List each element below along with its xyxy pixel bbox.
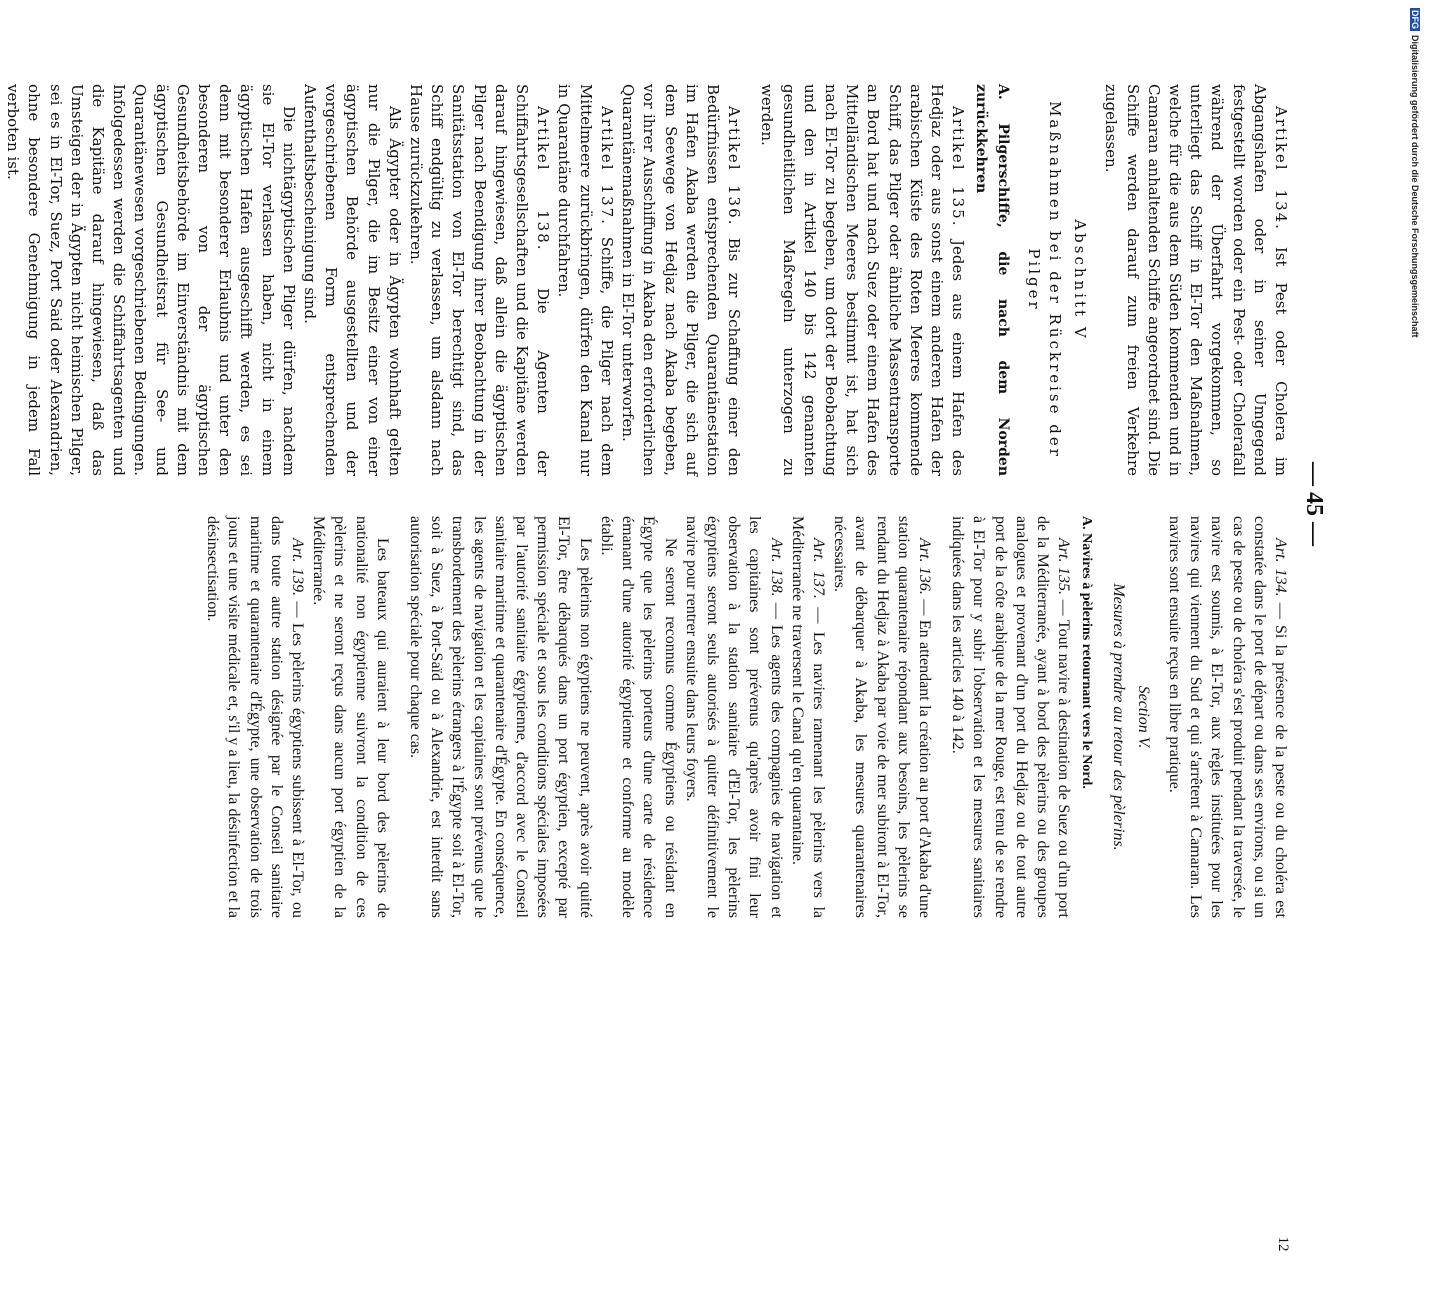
fr-article-138: Art. 138. — Les agents des compagnies de navigation et les capitaines sont prévenus qu'après avoir fini leur observation à la station sanitaire d'El-Tor, les pèlerins égyptiens seront seuls autorisés à quitter définitivement le navire pour rentrer ensuite dans leurs foyers. (682, 516, 785, 918)
de-section-heading: Abschnitt V (1071, 219, 1090, 341)
de-article-135: Artikel 135. Jedes aus einem Hafen des Hedjaz oder aus sonst einem anderen Hafen der arabischen Küste des Roten Meeres kommende Schiff, das Pilger oder ähnliche Massentransporte an Bord hat und nach Suez oder einem Hafen des Mittelländischen Meeres bestimmt ist, hat sich nach El-Tor zu begeben, um dort der Beobachtung und den in Artikel 140 bis 142 genannten gesundheitlichen Maßregeln unterzogen zu werden. (758, 84, 968, 476)
de-subheading-a: A. Pilgerschiffe, die nach dem Norden zurückkehren (973, 84, 1011, 476)
fr-article-134: Art. 134. — Si la présence de la peste ou du choléra est constatée dans le port de départ ou dans ses environs, ou si un cas de peste ou de choléra s'est produit pendant la traversée, le navire est soumis, à El-Tor, aux règles instituées pour les navires qui viennent du Sud et qui s'arrêtent à Camaran. Les navires sont ensuite reçus en libre pratique. (1165, 516, 1289, 918)
rotated-page (4, 84, 1327, 1252)
fr-article-138-para4: Les bateaux qui auraient à leur bord des pèlerins de nationalité non égyptienne suivront la condition de ces pèlerins et ne seront reçus dans aucun port égyptien de la Méditerranée. (310, 516, 391, 918)
fr-article-138-para3: Les pèlerins non égyptiens ne peuvent, après avoir quitté El-Tor, être débarqués dans un port égyptien, excepté par permission spéciale et sous les conditions spéciales imposées par l'autorité sanitaire égyptienne, d'accord avec le Conseil sanitaire maritime et quarantenaire d'Égypte. En conséquence, les agents de navigation et les capitaines sont prévenus que le transbordement des pèlerins étrangers à l'Égypte soit à El-Tor, soit à Suez, à Port-Saïd ou à Alexandrie, est interdit sans autorisation spéciale pour chaque cas. (407, 516, 594, 918)
page-number: — 45 — (1301, 462, 1327, 546)
fr-article-136: Art. 136. — En attendant la création au port d'Akaba d'une station quarantenaire répondant aux besoins, les pèlerins se rendant du Hedjaz à Akaba par voie de mer subiront à El-Tor, avant de débarquer à Akaba, les mesures quarantenaires nécessaires. (831, 516, 933, 918)
fr-subheading-a: A. Navires à pèlerins retournant vers le Nord. (1079, 516, 1095, 789)
de-article-136: Artikel 136. Bis zur Schaffung einer den Bedürfnissen entsprechenden Quarantänestation im Hafen Akaba werden die Pilger, die sich auf dem Seewege von Hedjaz nach Akaba begeben, vor ihrer Ausschiffung in Akaba den erforderlichen Quarantänemaßnahmen in El-Tor unterworfen. (619, 84, 744, 476)
fr-section-title: Mesures à prendre au retour des pèlerins. (1109, 583, 1127, 851)
fr-article-138-para2: Ne seront reconnus comme Égyptiens ou résidant en Égypte que les pèlerins porteurs d'une carte de résidence émanant d'une autorité égyptienne et conforme au modèle établi. (597, 516, 679, 918)
digitization-text: Digitalisierung gefördert durch die Deutsche Forschungsgemeinschaft (1410, 35, 1420, 338)
de-article-label: Artikel 134. (1272, 106, 1290, 231)
de-article-138-para3: Die nichtägyptischen Pilger dürfen, nachdem sie El-Tor verlassen haben, nicht in einem ägyptischen Hafen ausgeschifft werden, es sei denn mit besonderer Erlaubnis und unter den besonderen von der ägyptischen Gesundheitsbehörde im Einverständnis mit dem ägyptischen Gesundheitsrat für See- und Quarantänewesen vorgeschriebenen Bedingungen. Infolgedessen werden die Schiffahrtsagenten und die Kapitäne darauf hingewiesen, daß das Umsteigen der in Ägypten nicht heimischen Pilger, sei es in El-Tor, Suez, Port Said oder Alexandrien, ohne besondere Genehmigung in jedem Fall verboten ist. (4, 84, 298, 476)
french-column (202, 516, 1291, 918)
signature-mark: 12 (1275, 1236, 1291, 1252)
fr-article-label: Art. 134. (1272, 538, 1289, 597)
de-article-137: Artikel 137. Schiffe, die Pilger nach dem Mittelmeere zurückbringen, dürfen den Kanal nur in Quarantäne durchfahren. (555, 84, 616, 476)
fr-article-137: Art. 137. — Les navires ramenant les pèlerins vers la Méditerranée ne traversent le Canal qu'en quarantaine. (788, 516, 827, 918)
de-section-title: Maßnahmen bei der Rückreise der Pilger (1024, 101, 1064, 459)
de-article-138-para2: Als Ägypter oder in Ägypten wohnhaft gelten nur die Pilger, die im Besitz einer von einer ägyptischen Behörde ausgestellten und der vorgeschriebenen Form entsprechenden Aufenthaltsbescheinigung sind. (301, 84, 404, 476)
fr-article-135: Art. 135. — Tout navire à destination de Suez ou d'un port de la Méditerranée, ayant à bord des pèlerins ou des groupes analogues et provenant d'un port du Hedjaz ou de tout autre port de la côte arabique de la mer Rouge, est tenu de se rendre à El-Tor pour y subir l'observation et les mesures sanitaires indiquées dans les articles 140 à 142. (949, 516, 1073, 918)
de-article-134: Artikel 134. Ist Pest oder Cholera im Abgangshafen oder in seiner Umgegend festgestellt worden oder ein Pest- oder Cholerafall während der Überfahrt vorgekommen, so unterliegt das Schiff in El-Tor den Maßnahmen, welche für die aus dem Süden kommenden und in Camaran anhaltenden Schiffe angeordnet sind. Die Schiffe werden darauf zum freien Verkehre zugelassen. (1102, 84, 1290, 476)
de-article-138: Artikel 138. Die Agenten der Schiffahrtsgesellschaften und die Kapitäne werden darauf hingewiesen, daß allein die ägyptischen Pilger nach Beendigung ihrer Beobachtung in der Sanitätsstation von El-Tor berechtigt sind, das Schiff endgültig zu verlassen, um alsdann nach Hause zurückzukehren. (407, 84, 553, 476)
digitization-notice (1404, 8, 1420, 398)
fr-article-139: Art. 139. — Les pèlerins égyptiens subissent à El-Tor, ou dans toute autre station désignée par le Conseil sanitaire maritime et quarantenaire d'Égypte, une observation de trois jours et une visite médicale et, s'il y a lieu, la désinfection et la désinsectisation. (204, 516, 307, 918)
german-column (0, 84, 1291, 476)
fr-section-heading: Section V. (1134, 685, 1152, 749)
dfg-logo: DFG (1410, 10, 1420, 29)
de-article-138-para4 (0, 84, 2, 476)
